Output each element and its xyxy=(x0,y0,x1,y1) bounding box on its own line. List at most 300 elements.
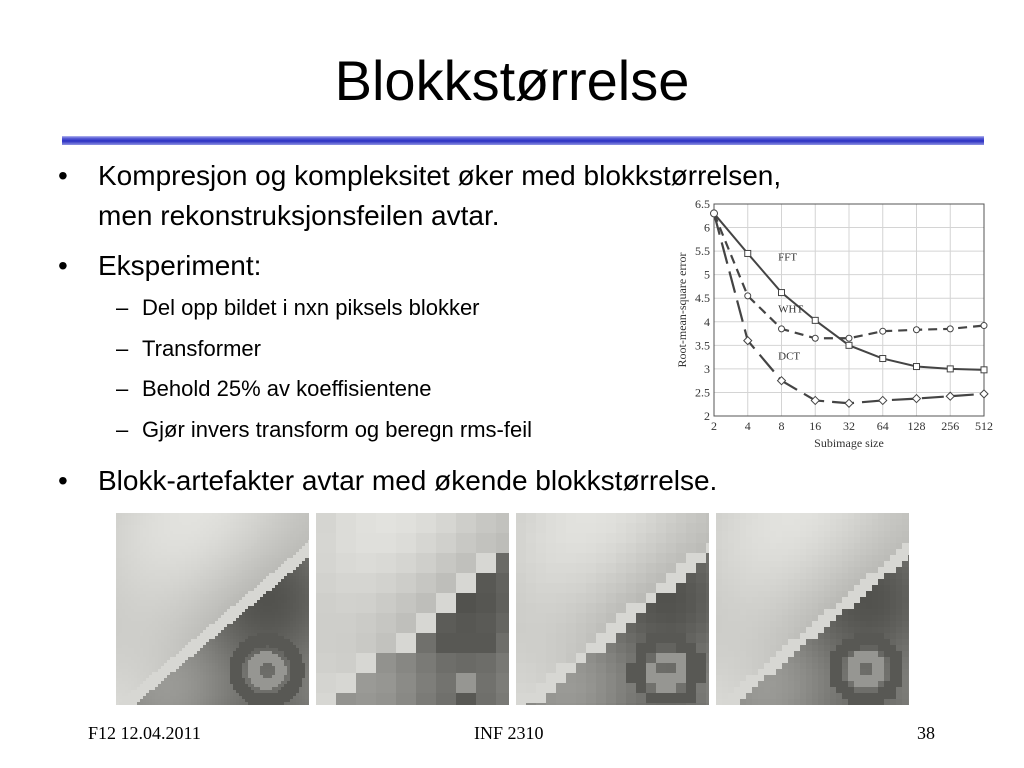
pixel-block xyxy=(686,573,697,584)
pixel-block xyxy=(526,693,537,704)
pixel-block xyxy=(546,623,557,634)
pixel-block xyxy=(776,549,783,556)
bullet-text-continuation: men rekonstruksjonsfeilen avtar. xyxy=(98,200,500,231)
pixel-block xyxy=(830,549,837,556)
pixel-block xyxy=(576,703,587,705)
pixel-block xyxy=(878,531,885,538)
pixel-block xyxy=(656,663,667,674)
pixel-block xyxy=(776,513,783,520)
pixel-block xyxy=(706,643,709,654)
pixel-block xyxy=(728,543,735,550)
pixel-block xyxy=(872,549,879,556)
pixel-block xyxy=(866,537,873,544)
pixel-block xyxy=(526,683,537,694)
pixel-block xyxy=(576,613,587,624)
pixel-block xyxy=(800,537,807,544)
pixel-block xyxy=(516,693,527,704)
pixel-block xyxy=(546,703,557,705)
pixel-block xyxy=(740,525,747,532)
pixel-block xyxy=(586,563,597,574)
data-point-fft xyxy=(812,317,818,323)
pixel-block xyxy=(556,603,567,614)
pixel-block xyxy=(706,513,709,524)
pixel-block xyxy=(696,523,707,534)
pixel-block xyxy=(376,573,397,594)
pixel-block xyxy=(666,513,677,524)
pixel-block xyxy=(586,653,597,664)
pixel-block xyxy=(536,623,547,634)
sub-bullet-text: Behold 25% av koeffisientene xyxy=(142,376,432,401)
sub-bullet-dash: – xyxy=(116,295,129,320)
pixel-block xyxy=(606,623,617,634)
x-tick-label: 4 xyxy=(744,419,751,433)
pixel-block xyxy=(436,673,457,694)
x-tick-label: 64 xyxy=(876,419,889,433)
pixel-block xyxy=(696,623,707,634)
pixel-block xyxy=(746,537,753,544)
pixel-block xyxy=(752,549,759,556)
pixel-block xyxy=(706,673,709,684)
pixel-block xyxy=(376,593,397,614)
pixel-block xyxy=(764,537,771,544)
pixel-block xyxy=(902,531,909,538)
pixel-block xyxy=(606,523,617,534)
pixel-block xyxy=(626,513,637,524)
pixel-block xyxy=(686,653,697,664)
pixel-block xyxy=(836,519,843,526)
pixel-block xyxy=(758,549,765,556)
pixel-block xyxy=(636,703,647,705)
pixel-block xyxy=(576,513,587,524)
y-tick-label: 3.5 xyxy=(695,338,710,353)
pixel-block xyxy=(526,653,537,664)
pixel-block xyxy=(526,663,537,674)
pixel-block xyxy=(646,693,657,704)
pixel-block xyxy=(706,613,709,624)
data-point-fft xyxy=(880,356,886,362)
pixel-block xyxy=(316,633,337,654)
pixel-block xyxy=(728,519,735,526)
pixel-block xyxy=(902,525,909,532)
pixel-block xyxy=(566,643,577,654)
pixel-block xyxy=(626,553,637,564)
pixel-block xyxy=(728,537,735,544)
pixel-block xyxy=(616,683,627,694)
pixel-block xyxy=(890,549,897,556)
pixel-block xyxy=(616,593,627,604)
pixel-block xyxy=(794,525,801,532)
pixel-block xyxy=(908,537,909,544)
pixel-block xyxy=(818,543,825,550)
pixel-block xyxy=(566,673,577,684)
pixel-block xyxy=(788,531,795,538)
pixel-block xyxy=(666,543,677,554)
pixel-block xyxy=(666,613,677,624)
pixel-block xyxy=(734,555,741,562)
x-axis-label: Subimage size xyxy=(814,436,884,450)
pixel-block xyxy=(566,553,577,564)
pixel-block xyxy=(666,693,677,704)
pixel-block xyxy=(636,593,647,604)
pixel-block xyxy=(746,519,753,526)
pixel-block xyxy=(566,683,577,694)
pixel-block xyxy=(782,531,789,538)
pixel-block xyxy=(812,513,819,520)
pixel-block xyxy=(686,613,697,624)
pixel-block xyxy=(436,593,457,614)
pixel-block xyxy=(456,673,477,694)
pixel-block xyxy=(586,513,597,524)
pixel-block xyxy=(526,603,537,614)
pixel-block xyxy=(788,537,795,544)
pixel-block xyxy=(770,543,777,550)
pixel-block xyxy=(636,613,647,624)
pixel-block xyxy=(666,583,677,594)
pixel-block xyxy=(416,553,437,574)
pixel-block xyxy=(656,553,667,564)
pixel-block xyxy=(616,583,627,594)
pixel-block xyxy=(646,633,657,644)
pixel-block xyxy=(866,543,873,550)
pixel-block xyxy=(734,537,741,544)
pixel-block xyxy=(316,613,337,634)
pixel-block xyxy=(376,513,397,534)
pixel-block xyxy=(686,623,697,634)
pixel-block xyxy=(436,693,457,705)
pixel-block xyxy=(396,693,417,705)
y-tick-label: 6 xyxy=(704,220,710,235)
pixel-block xyxy=(416,673,437,694)
sub-bullet-dash: – xyxy=(116,336,129,361)
pixel-block xyxy=(566,623,577,634)
pixel-block xyxy=(722,513,729,520)
pixel-block xyxy=(848,519,855,526)
pixel-block xyxy=(546,523,557,534)
pixel-block xyxy=(646,663,657,674)
pixel-block xyxy=(456,533,477,554)
pixel-block xyxy=(676,513,687,524)
pixel-block xyxy=(586,613,597,624)
pixel-block xyxy=(896,549,903,556)
pixel-block xyxy=(576,683,587,694)
pixel-block xyxy=(576,643,587,654)
sub-bullet-text: Gjør invers transform og beregn rms-feil xyxy=(142,417,532,442)
pixel-block xyxy=(716,555,723,562)
pixel-block xyxy=(764,519,771,526)
y-tick-label: 4 xyxy=(704,314,710,329)
pixel-block xyxy=(556,683,567,694)
pixel-block xyxy=(794,531,801,538)
pixel-block xyxy=(616,523,627,534)
pixel-block xyxy=(586,533,597,544)
pixel-block xyxy=(896,531,903,538)
pixel-block xyxy=(902,519,909,526)
pixel-block xyxy=(848,537,855,544)
pixel-block xyxy=(536,653,547,664)
pixel-block xyxy=(616,703,627,705)
pixel-block xyxy=(606,543,617,554)
pixel-block xyxy=(556,663,567,674)
pixel-block xyxy=(782,537,789,544)
pixel-block xyxy=(596,613,607,624)
pixel-block xyxy=(706,523,709,534)
pixel-block xyxy=(646,683,657,694)
pixel-block xyxy=(666,603,677,614)
pixel-block xyxy=(830,537,837,544)
pixel-block xyxy=(740,513,747,520)
pixel-block xyxy=(626,623,637,634)
pixel-block xyxy=(722,519,729,526)
pixel-block xyxy=(416,573,437,594)
pixel-block xyxy=(646,533,657,544)
pixel-block xyxy=(546,553,557,564)
x-tick-label: 32 xyxy=(843,419,855,433)
pixel-block xyxy=(636,693,647,704)
pixel-block xyxy=(686,663,697,674)
pixel-block xyxy=(396,553,417,574)
pixel-block xyxy=(656,603,667,614)
pixel-block xyxy=(646,593,657,604)
pixel-block xyxy=(824,543,831,550)
pixel-block xyxy=(516,563,527,574)
series-label-wht: WHT xyxy=(778,303,804,316)
pixel-block xyxy=(356,513,377,534)
pixel-block xyxy=(722,537,729,544)
pixel-block xyxy=(586,673,597,684)
pixel-block xyxy=(396,593,417,614)
pixel-block xyxy=(606,533,617,544)
pixel-block xyxy=(336,673,357,694)
pixel-block xyxy=(706,653,709,664)
thumbnail-image xyxy=(116,513,309,705)
pixel-block xyxy=(456,513,477,534)
bullet-text: Eksperiment: xyxy=(98,250,262,281)
pixel-block xyxy=(496,613,509,634)
pixel-block xyxy=(626,573,637,584)
pixel-block xyxy=(902,537,909,544)
pixel-block xyxy=(734,519,741,526)
pixel-block xyxy=(686,523,697,534)
pixel-block xyxy=(626,653,637,664)
pixel-block xyxy=(586,573,597,584)
data-point-fft xyxy=(914,364,920,370)
pixel-block xyxy=(686,583,697,594)
pixel-block xyxy=(676,573,687,584)
pixel-block xyxy=(636,533,647,544)
pixel-block xyxy=(576,633,587,644)
pixel-block xyxy=(890,531,897,538)
pixel-block xyxy=(696,543,707,554)
pixel-block xyxy=(696,533,707,544)
y-tick-label: 5.5 xyxy=(695,244,710,259)
pixel-block xyxy=(396,653,417,674)
sub-bullet-dash: – xyxy=(116,417,129,442)
pixel-block xyxy=(636,663,647,674)
data-point-start xyxy=(711,210,718,217)
y-tick-label: 2.5 xyxy=(695,385,710,400)
pixel-block xyxy=(546,603,557,614)
x-tick-label: 256 xyxy=(941,419,960,433)
pixel-block xyxy=(854,549,861,556)
data-point-wht xyxy=(846,335,852,341)
pixel-block xyxy=(576,583,587,594)
pixel-block xyxy=(596,583,607,594)
pixel-block xyxy=(546,643,557,654)
pixel-block xyxy=(686,563,697,574)
pixel-block xyxy=(794,519,801,526)
pixel-block xyxy=(626,523,637,534)
pixel-block xyxy=(872,531,879,538)
pixel-block xyxy=(752,525,759,532)
pixel-block xyxy=(696,633,707,644)
pixel-block xyxy=(316,513,337,534)
thumbnail-image xyxy=(716,513,909,705)
pixel-block xyxy=(646,703,657,705)
pixel-block xyxy=(596,693,607,704)
pixel-block xyxy=(676,613,687,624)
pixel-block xyxy=(758,531,765,538)
pixel-block xyxy=(716,549,723,556)
pixel-block xyxy=(706,543,709,554)
pixel-block xyxy=(722,525,729,532)
pixel-block xyxy=(416,613,437,634)
pixel-block xyxy=(890,537,897,544)
pixel-block xyxy=(566,543,577,554)
pixel-block xyxy=(536,513,547,524)
pixel-block xyxy=(770,549,777,556)
pixel-block xyxy=(596,553,607,564)
pixel-block xyxy=(696,613,707,624)
pixel-block xyxy=(806,519,813,526)
pixel-block xyxy=(526,633,537,644)
pixel-block xyxy=(666,663,677,674)
pixel-block xyxy=(516,543,527,554)
pixel-block xyxy=(676,603,687,614)
pixel-block xyxy=(496,573,509,594)
pixel-block xyxy=(526,673,537,684)
pixel-block xyxy=(556,553,567,564)
pixel-block xyxy=(752,537,759,544)
pixel-block xyxy=(854,537,861,544)
pixel-block xyxy=(706,563,709,574)
pixel-block xyxy=(376,633,397,654)
pixel-block xyxy=(824,549,831,556)
pixel-block xyxy=(606,593,617,604)
pixel-block xyxy=(496,553,509,574)
pixel-block xyxy=(596,543,607,554)
pixel-block xyxy=(566,583,577,594)
pixel-block xyxy=(734,525,741,532)
pixel-block xyxy=(336,553,357,574)
pixel-block xyxy=(566,663,577,674)
pixel-block xyxy=(740,549,747,556)
pixel-block xyxy=(836,531,843,538)
pixel-block xyxy=(396,533,417,554)
pixel-block xyxy=(516,553,527,564)
pixel-block xyxy=(676,673,687,684)
pixel-block xyxy=(596,663,607,674)
pixel-block xyxy=(656,523,667,534)
pixel-block xyxy=(706,603,709,614)
pixel-block xyxy=(606,663,617,674)
pixel-block xyxy=(676,523,687,534)
pixel-block xyxy=(706,703,709,705)
pixel-block xyxy=(758,513,765,520)
data-point-wht xyxy=(812,335,818,341)
pixel-block xyxy=(706,593,709,604)
pixel-block xyxy=(526,593,537,604)
pixel-block xyxy=(626,533,637,544)
pixel-block xyxy=(316,693,337,705)
pixel-block xyxy=(830,525,837,532)
pixel-block xyxy=(606,693,617,704)
pixel-block xyxy=(782,549,789,556)
pixel-block xyxy=(606,703,617,705)
pixel-block xyxy=(794,549,801,556)
pixel-block xyxy=(896,537,903,544)
pixel-block xyxy=(860,525,867,532)
pixel-block xyxy=(656,623,667,634)
pixel-block xyxy=(686,703,697,705)
pixel-block xyxy=(456,553,477,574)
pixel-block xyxy=(696,603,707,614)
pixel-block xyxy=(616,653,627,664)
pixel-block xyxy=(606,573,617,584)
pixel-block xyxy=(656,633,667,644)
data-point-dct xyxy=(879,396,887,404)
pixel-block xyxy=(716,519,723,526)
pixel-block xyxy=(606,643,617,654)
data-point-wht xyxy=(745,293,751,299)
pixel-block xyxy=(800,513,807,520)
pixel-block xyxy=(666,653,677,664)
pixel-block xyxy=(818,513,825,520)
pixel-block xyxy=(782,543,789,550)
pixel-block xyxy=(336,593,357,614)
pixel-block xyxy=(526,613,537,624)
pixel-block xyxy=(656,593,667,604)
pixel-block xyxy=(336,693,357,705)
pixel-block xyxy=(596,703,607,705)
pixel-block xyxy=(676,703,687,705)
pixel-block xyxy=(842,531,849,538)
pixel-block xyxy=(890,513,897,520)
pixel-block xyxy=(376,533,397,554)
pixel-block xyxy=(752,543,759,550)
pixel-block xyxy=(536,583,547,594)
pixel-block xyxy=(746,549,753,556)
pixel-block xyxy=(696,673,707,684)
pixel-block xyxy=(476,613,497,634)
pixel-block xyxy=(436,633,457,654)
pixel-block xyxy=(636,573,647,584)
pixel-block xyxy=(496,673,509,694)
pixel-block xyxy=(676,543,687,554)
pixel-block xyxy=(686,543,697,554)
pixel-block xyxy=(686,673,697,684)
pixel-block xyxy=(676,593,687,604)
pixel-block xyxy=(824,513,831,520)
pixel-block xyxy=(676,563,687,574)
rms-error-chart xyxy=(662,194,998,458)
pixel-block xyxy=(878,537,885,544)
pixel-block xyxy=(526,563,537,574)
pixel-block xyxy=(606,673,617,684)
pixel-block xyxy=(516,673,527,684)
pixel-block xyxy=(752,519,759,526)
pixel-block xyxy=(586,623,597,634)
pixel-block xyxy=(656,653,667,664)
